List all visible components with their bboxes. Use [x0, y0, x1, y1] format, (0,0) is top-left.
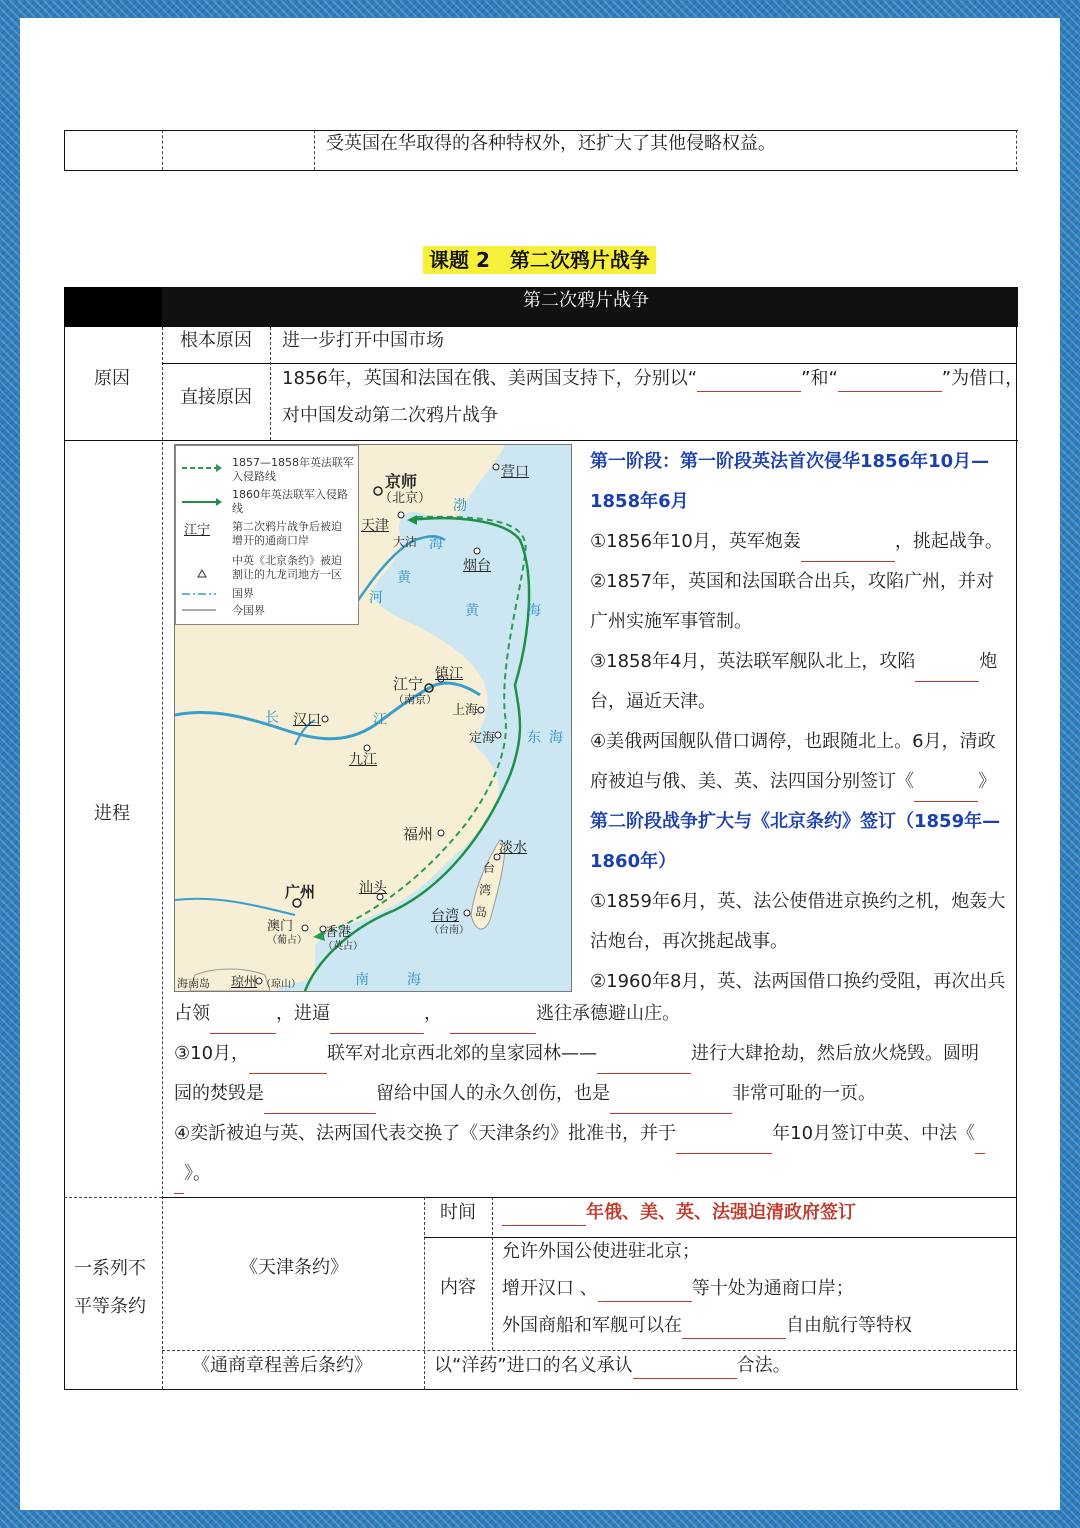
- top-row-border-left: [64, 130, 65, 170]
- answer-blank[interactable]: [682, 1320, 786, 1339]
- stage2-item-3-text-c: 进行大肆抢劫，然后放火烧毁。圆明: [691, 1043, 980, 1064]
- answer-blank[interactable]: [249, 1055, 327, 1074]
- map-label-qiongshan: （琼山）: [261, 979, 301, 990]
- answer-blank[interactable]: [598, 1283, 692, 1302]
- stage2-item-3-text-a: ③10月，: [174, 1043, 250, 1064]
- direct-cause-line-1: [282, 366, 1023, 392]
- stage1-item-1-text-a: ①1856年10月，英军炮轰: [590, 531, 801, 552]
- table-col-divider: [162, 327, 163, 1389]
- map-label-tainan: （台南）: [429, 925, 469, 936]
- map-label-changjiang-chang: 长: [265, 710, 279, 726]
- process-label: 进程: [94, 803, 130, 824]
- war-map: [174, 444, 572, 992]
- table-border-left: [64, 327, 65, 1390]
- stage2-item-2-text-c: ，进逼: [276, 1003, 330, 1024]
- top-row-border-bottom: [64, 170, 1018, 171]
- stage2-item-1-line-2: 沽炮台，再次挑起战事。: [590, 931, 788, 952]
- shanhou-treaty-text: [434, 1353, 791, 1379]
- legend-text-2a: 1860年英法联军入侵路: [232, 488, 348, 501]
- map-label-taiwan-wan: 湾: [479, 883, 492, 897]
- treaty-subcol-divider: [492, 1197, 493, 1350]
- direct-cause-text-a: 1856年，英国和法国在俄、美两国支持下，分别以“: [282, 368, 698, 389]
- map-label-yingkou: 营口: [501, 464, 529, 480]
- legend-text-3a: 第二次鸦片战争后被迫: [232, 520, 342, 533]
- treaty-content-1: 允许外国公使进驻北京；: [502, 1241, 700, 1262]
- map-label-bohai-hai: 海: [429, 536, 443, 552]
- map-label-donghai-hai: 海: [549, 730, 563, 746]
- stage1-item-3-line-2: 台，逼近天津。: [590, 691, 716, 712]
- map-label-hainandao: 海南岛: [177, 977, 210, 990]
- direct-cause-line-2: 对中国发动第二次鸦片战争: [282, 405, 498, 426]
- section-title: [423, 244, 656, 273]
- city-dot-dinghai: [495, 732, 501, 738]
- stage2-item-3-text-b: 联军对北京西北郊的皇家园林——: [327, 1043, 598, 1064]
- table-border-bottom: [64, 1389, 1018, 1390]
- treaty-content-label: 内容: [440, 1277, 476, 1298]
- map-label-jiangning: 江宁: [393, 675, 424, 693]
- stage2-item-3-line-2: [174, 1074, 1014, 1114]
- stage1-title-line-1: 第一阶段：第一阶段英法首次侵华1856年10月—: [590, 451, 990, 472]
- stage1-item-3-text-b: 炮: [979, 651, 998, 672]
- stage2-item-4-line-2: [174, 1154, 1014, 1194]
- map-label-zhenjiang: 镇江: [435, 666, 463, 682]
- stage1-item-4-text-c: 》: [978, 771, 996, 792]
- answer-blank[interactable]: [914, 783, 978, 802]
- legend-text-4a: 中英《北京条约》被迫: [232, 554, 342, 567]
- map-label-nanjing: （南京）: [393, 693, 437, 706]
- top-row-text: 受英国在华取得的各种特权外，还扩大了其他侵略权益。: [326, 133, 776, 154]
- stage1-item-2-line-2: 广州实施军事管制。: [590, 611, 752, 632]
- city-dot-tianjin: [398, 512, 404, 518]
- treaty-time-label: 时间: [440, 1202, 476, 1223]
- map-legend: [175, 445, 359, 625]
- map-label-putuo: （葡占）: [267, 935, 307, 946]
- treaty-content-2-text-b: 等十处为通商口岸；: [691, 1278, 854, 1299]
- treaty-content-2-text-a: 增开汉口 、: [502, 1278, 598, 1299]
- answer-blank[interactable]: [450, 1015, 536, 1034]
- answer-blank[interactable]: [610, 1095, 732, 1114]
- stage2-item-3-text-e: 留给中国人的永久创伤，也是: [376, 1083, 610, 1104]
- top-row-divider-2: [314, 130, 315, 170]
- treaty-content-3: [502, 1313, 912, 1339]
- map-label-nanhai-hai: 海: [407, 972, 421, 988]
- stage1-item-1-text-b: ，挑起战争。: [894, 531, 1003, 552]
- treaty-content-2: [502, 1276, 854, 1302]
- legend-symbols: [182, 458, 222, 618]
- stage2-item-4-text-c: 》。: [184, 1163, 211, 1184]
- answer-blank[interactable]: [676, 1135, 772, 1154]
- treaty-time-text: [502, 1200, 856, 1226]
- stage1-item-4-text-b: 府被迫与俄、美、英、法四国分别签订《: [590, 771, 914, 792]
- treaty-time-value: 年俄、美、英、法强迫清政府签订: [586, 1202, 856, 1223]
- tianjin-treaty-name: 《天津条约》: [240, 1257, 348, 1278]
- cause-row-divider: [162, 363, 1016, 364]
- stage2-title-line-2: 1860年）: [590, 851, 677, 872]
- map-label-shantou: 汕头: [359, 880, 387, 896]
- stage1-item-4-line-2: [590, 762, 1014, 802]
- legend-text-1b: 入侵路线: [232, 470, 276, 483]
- map-label-dinghai: 定海: [469, 731, 496, 746]
- treaty-label-line-1: 一系列不: [74, 1258, 146, 1279]
- stage1-item-2-line-1: ②1857年，英国和法国联合出兵，攻陷广州，并对: [590, 571, 994, 592]
- answer-blank[interactable]: [801, 543, 895, 562]
- stage1-item-4-line-1: ④美俄两国舰队借口调停，也跟随北上。6月，清政: [590, 731, 996, 752]
- answer-blank[interactable]: [838, 373, 942, 392]
- table-header-title: 第二次鸦片战争: [523, 290, 649, 311]
- city-dot-shanghai: [478, 707, 484, 713]
- treaty-section-top-left: [64, 1197, 162, 1198]
- shanhou-text-a: 以“洋药”进口的名义承认: [434, 1355, 633, 1376]
- map-label-taiwan-tai: 台: [483, 861, 496, 875]
- stage1-item-1: [590, 522, 1014, 562]
- answer-blank[interactable]: [330, 1015, 424, 1034]
- treaty-time-row-bottom: [424, 1237, 1016, 1238]
- stage2-item-3-text-f: 非常可耻的一页。: [732, 1083, 876, 1104]
- legend-text-1a: 1857—1858年英法联军: [232, 456, 354, 469]
- direct-cause-text-b: ”和“: [801, 368, 838, 389]
- treaty-row-divider: [162, 1350, 1016, 1351]
- map-label-yantai: 烟台: [463, 558, 491, 574]
- stage2-item-3-text-d: 园的焚毁是: [174, 1083, 264, 1104]
- map-label-danshui: 淡水: [499, 840, 527, 856]
- legend-text-2b: 线: [232, 502, 243, 515]
- map-label-qiongzhou: 琼州: [231, 975, 258, 990]
- process-continuation: [174, 994, 1014, 1194]
- stage2-item-1-line-1: ①1859年6月，英、法公使借进京换约之机，炮轰大: [590, 891, 1006, 912]
- treaty-content-3-text-b: 自由航行等特权: [786, 1315, 912, 1336]
- answer-blank[interactable]: [502, 1207, 586, 1226]
- shanhou-treaty-name: 《通商章程善后条约》: [192, 1355, 372, 1376]
- stage2-item-3-line-1: [174, 1034, 1014, 1074]
- map-label-huanghai-hai: 海: [527, 603, 541, 619]
- map-label-yingzhan: （英占）: [323, 941, 363, 952]
- answer-blank[interactable]: [597, 1055, 691, 1074]
- process-stage-text: [590, 442, 1014, 1002]
- map-label-huanghe-he: 河: [369, 590, 383, 606]
- treaty-col-divider: [424, 1197, 425, 1389]
- root-cause-text: 进一步打开中国市场: [282, 330, 444, 351]
- answer-blank[interactable]: [975, 1135, 985, 1154]
- stage2-item-2-text-e: 逃往承德避山庄。: [536, 1003, 680, 1024]
- legend-port-sample: 江宁: [184, 523, 211, 538]
- cause-label: 原因: [94, 368, 130, 389]
- map-label-fuzhou: 福州: [403, 825, 434, 843]
- shanhou-text-b: 合法。: [736, 1355, 791, 1376]
- direct-cause-text-c: ”为借口，: [941, 368, 1024, 389]
- legend-text-6: 今国界: [232, 604, 265, 617]
- cause-subcol-divider: [270, 327, 271, 440]
- answer-blank[interactable]: [174, 1175, 184, 1194]
- answer-blank[interactable]: [697, 373, 801, 392]
- legend-text-3b: 增开的通商口岸: [232, 534, 309, 547]
- section-title-text: 课题 2 第二次鸦片战争: [423, 246, 656, 274]
- stage1-item-3: [590, 642, 1014, 682]
- city-dot-taiwan: [464, 910, 470, 916]
- cause-section-bottom: [64, 440, 1018, 441]
- map-label-jiujiang: 九江: [349, 752, 377, 768]
- stage2-item-2-line-2: [174, 994, 1014, 1034]
- map-label-guangzhou: 广州: [285, 883, 316, 901]
- treaty-section-top: [162, 1197, 1016, 1198]
- map-label-beijing: （北京）: [379, 491, 432, 506]
- map-label-jingshi: 京师: [385, 472, 418, 491]
- map-label-huanghai-huang: 黄: [465, 603, 479, 619]
- stage2-item-2-text-d: ，: [424, 1003, 442, 1024]
- map-label-nanhai-nan: 南: [355, 972, 369, 988]
- stage1-title-line-2: 1858年6月: [590, 491, 689, 512]
- treaty-content-3-text-a: 外国商船和军舰可以在: [502, 1315, 682, 1336]
- map-label-donghai-dong: 东: [527, 730, 541, 746]
- map-label-taiwan-dao: 岛: [475, 905, 488, 919]
- city-dot-yingkou: [493, 464, 499, 470]
- city-dot-yantai: [474, 548, 480, 554]
- stage2-item-4-text-a: ④奕訢被迫与英、法两国代表交换了《天津条约》批准书，并于: [174, 1123, 677, 1144]
- map-label-changjiang-jiang: 江: [373, 712, 387, 728]
- stage2-item-4-text-b: 年10月签订中英、中法《: [772, 1123, 976, 1144]
- stage2-item-2-line-1: ②1960年8月，英、法两国借口换约受阻，再次出兵: [590, 971, 1006, 992]
- stage1-item-3-text-a: ③1858年4月，英法联军舰队北上，攻陷: [590, 651, 916, 672]
- direct-cause-label: 直接原因: [180, 387, 252, 408]
- map-label-bo: 渤: [453, 498, 467, 514]
- map-label-aomen: 澳门: [267, 919, 294, 934]
- map-label-huanghe-huang: 黄: [397, 570, 411, 586]
- map-label-xianggang: 香港: [325, 925, 352, 940]
- map-label-dagu: 大沽: [393, 535, 418, 549]
- top-row-divider-1: [162, 130, 163, 170]
- map-label-taiwanfu: 台湾: [431, 908, 459, 924]
- stage2-title-line-1: 第二阶段战争扩大与《北京条约》签订（1859年—: [590, 811, 1001, 832]
- legend-text-5: 国界: [232, 587, 254, 600]
- map-label-hankou: 汉口: [293, 712, 321, 728]
- city-dot-hankou: [322, 716, 328, 722]
- table-header-left-cell: [64, 287, 162, 327]
- city-dot-fuzhou: [438, 830, 444, 836]
- top-row-divider-3: [1016, 130, 1017, 170]
- answer-blank[interactable]: [264, 1095, 376, 1114]
- answer-blank[interactable]: [210, 1015, 276, 1034]
- answer-blank[interactable]: [633, 1360, 737, 1379]
- root-cause-label: 根本原因: [180, 330, 252, 351]
- table-border-right: [1016, 327, 1017, 1390]
- stage2-item-2-text-b: 占领: [174, 1003, 210, 1024]
- answer-blank[interactable]: [915, 663, 979, 682]
- map-label-shanghai: 上海: [452, 703, 479, 718]
- treaty-label-line-2: 平等条约: [74, 1296, 146, 1317]
- legend-text-4b: 割让的九龙司地方一区: [232, 568, 342, 581]
- map-label-tianjin: 天津: [361, 518, 389, 534]
- stage2-item-4-line-1: [174, 1114, 1014, 1154]
